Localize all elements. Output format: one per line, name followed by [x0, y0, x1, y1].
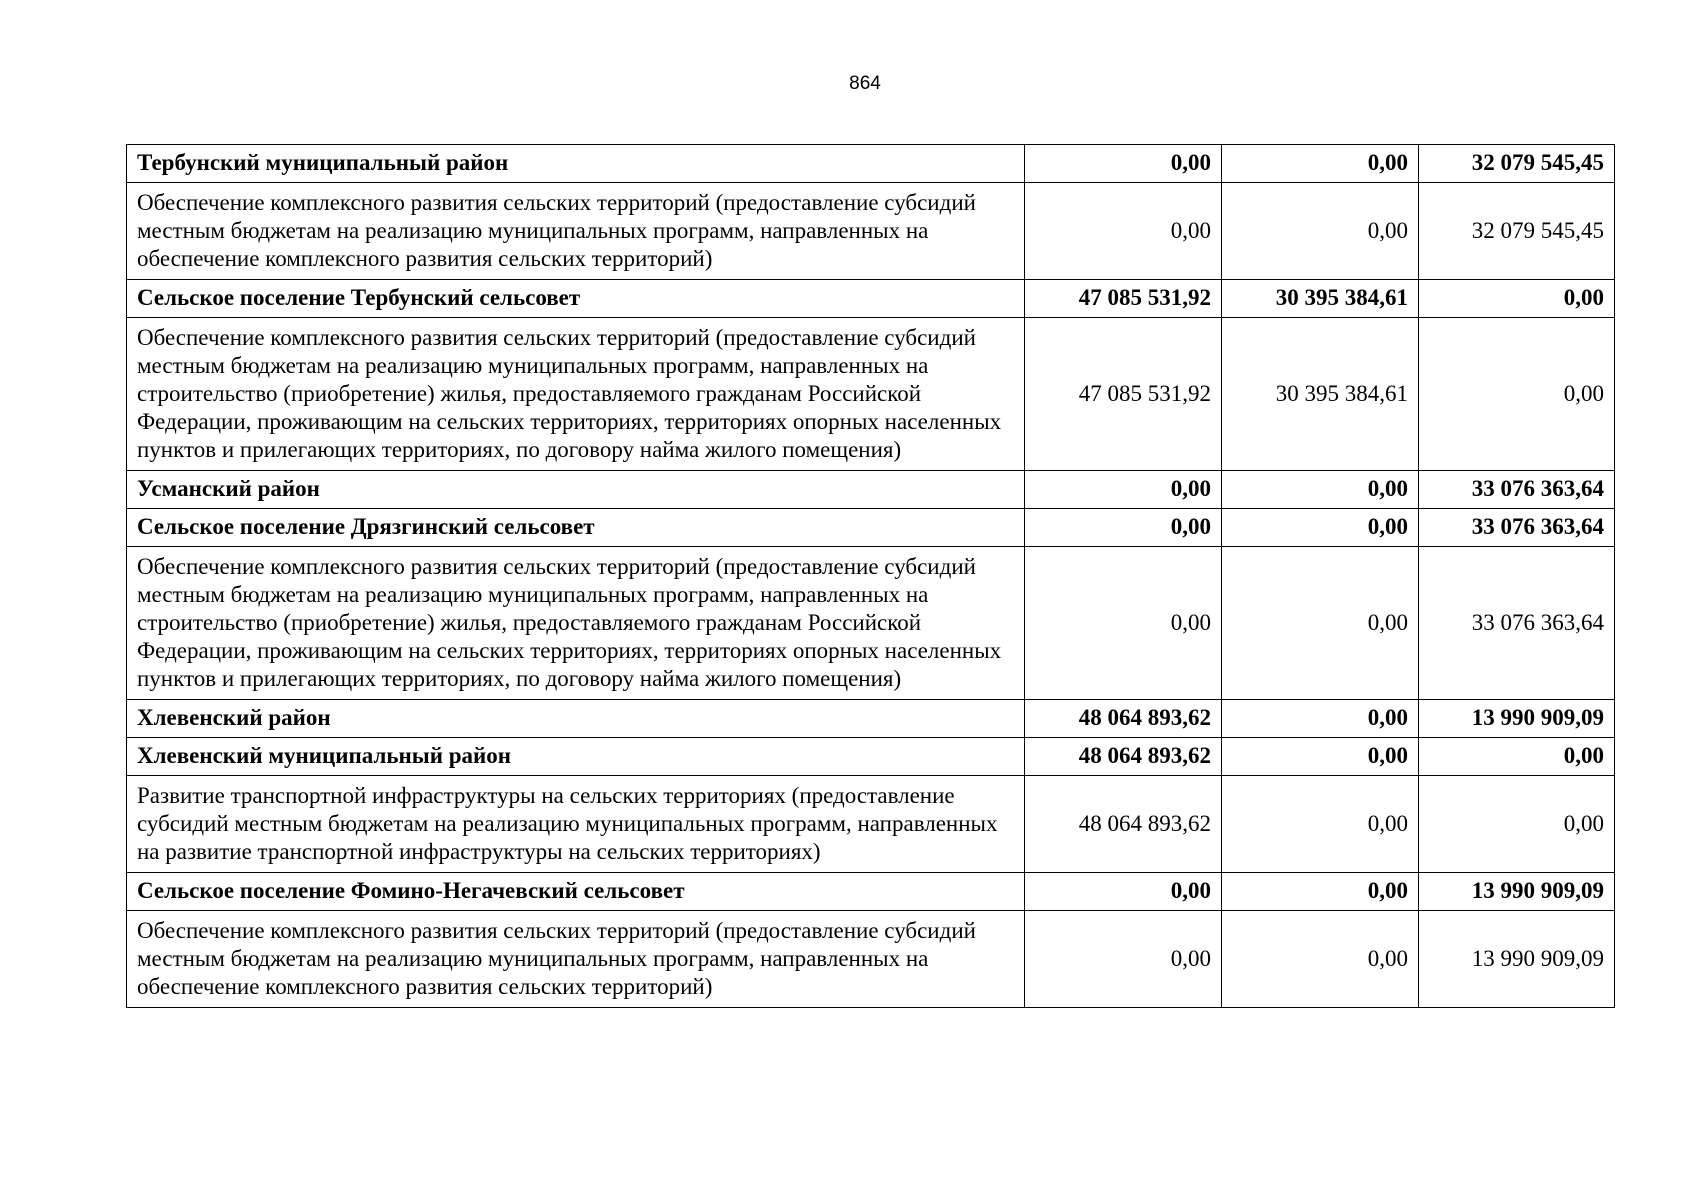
row-name-cell: Сельское поселение Фомино-Негачевский сельсовет — [127, 873, 1025, 911]
row-name-cell: Обеспечение комплексного развития сельских территорий (предоставление субсидий местным бюджетам на реализацию муниципальных программ, направленных на обеспечение комплексного развития сельских территорий) — [127, 911, 1025, 1008]
row-value-2-cell: 0,00 — [1222, 509, 1419, 547]
row-value-3-cell: 13 990 909,09 — [1419, 911, 1615, 1008]
row-value-1-cell: 0,00 — [1025, 873, 1222, 911]
row-value-3-cell: 33 076 363,64 — [1419, 471, 1615, 509]
row-value-1-cell: 0,00 — [1025, 145, 1222, 183]
row-name-cell: Хлевенский муниципальный район — [127, 738, 1025, 776]
budget-table — [126, 144, 1615, 1008]
row-value-3-cell: 32 079 545,45 — [1419, 183, 1615, 280]
row-value-2-cell: 30 395 384,61 — [1222, 280, 1419, 318]
row-value-1-cell: 47 085 531,92 — [1025, 318, 1222, 471]
table-row-group — [127, 738, 1615, 776]
row-name-cell: Хлевенский район — [127, 700, 1025, 738]
row-name-cell: Обеспечение комплексного развития сельских территорий (предоставление субсидий местным бюджетам на реализацию муниципальных программ, направленных на строительство (приобретение) жилья, предоставляемого гражданам Российской Федерации, проживающим на сельских территориях, территориях опорных населенных пунктов и прилегающих территориях, по договору найма жилого помещения) — [127, 318, 1025, 471]
row-value-3-cell: 0,00 — [1419, 318, 1615, 471]
row-value-2-cell: 0,00 — [1222, 700, 1419, 738]
row-name-cell: Обеспечение комплексного развития сельских территорий (предоставление субсидий местным бюджетам на реализацию муниципальных программ, направленных на обеспечение комплексного развития сельских территорий) — [127, 183, 1025, 280]
row-value-3-cell: 13 990 909,09 — [1419, 700, 1615, 738]
row-name-cell: Усманский район — [127, 471, 1025, 509]
row-value-2-cell: 0,00 — [1222, 776, 1419, 873]
row-value-2-cell: 0,00 — [1222, 547, 1419, 700]
table-row-group — [127, 509, 1615, 547]
table-row-group — [127, 145, 1615, 183]
page-number: 864 — [849, 73, 881, 94]
row-value-3-cell: 32 079 545,45 — [1419, 145, 1615, 183]
row-value-1-cell: 48 064 893,62 — [1025, 738, 1222, 776]
table-row-group — [127, 471, 1615, 509]
row-value-2-cell: 0,00 — [1222, 471, 1419, 509]
row-value-1-cell: 0,00 — [1025, 183, 1222, 280]
row-value-3-cell: 0,00 — [1419, 280, 1615, 318]
row-name-cell: Обеспечение комплексного развития сельских территорий (предоставление субсидий местным бюджетам на реализацию муниципальных программ, направленных на строительство (приобретение) жилья, предоставляемого гражданам Российской Федерации, проживающим на сельских территориях, территориях опорных населенных пунктов и прилегающих территориях, по договору найма жилого помещения) — [127, 547, 1025, 700]
table-row — [127, 547, 1615, 700]
row-value-1-cell: 47 085 531,92 — [1025, 280, 1222, 318]
table-row-group — [127, 873, 1615, 911]
row-value-1-cell: 0,00 — [1025, 471, 1222, 509]
row-value-2-cell: 0,00 — [1222, 145, 1419, 183]
row-value-3-cell: 33 076 363,64 — [1419, 547, 1615, 700]
budget-table-body — [127, 145, 1615, 1008]
row-name-cell: Сельское поселение Тербунский сельсовет — [127, 280, 1025, 318]
row-value-3-cell: 13 990 909,09 — [1419, 873, 1615, 911]
row-value-3-cell: 0,00 — [1419, 776, 1615, 873]
row-value-1-cell: 0,00 — [1025, 547, 1222, 700]
row-name-cell: Развитие транспортной инфраструктуры на сельских территориях (предоставление субсидий местным бюджетам на реализацию муниципальных программ, направленных на развитие транспортной инфраструктуры на сельских территориях) — [127, 776, 1025, 873]
row-value-3-cell: 33 076 363,64 — [1419, 509, 1615, 547]
table-row-group — [127, 700, 1615, 738]
row-value-2-cell: 30 395 384,61 — [1222, 318, 1419, 471]
row-value-2-cell: 0,00 — [1222, 738, 1419, 776]
row-name-cell: Тербунский муниципальный район — [127, 145, 1025, 183]
table-row — [127, 911, 1615, 1008]
table-row-group — [127, 280, 1615, 318]
row-value-3-cell: 0,00 — [1419, 738, 1615, 776]
row-value-1-cell: 48 064 893,62 — [1025, 700, 1222, 738]
row-name-cell: Сельское поселение Дрязгинский сельсовет — [127, 509, 1025, 547]
table-row — [127, 776, 1615, 873]
row-value-2-cell: 0,00 — [1222, 873, 1419, 911]
row-value-1-cell: 48 064 893,62 — [1025, 776, 1222, 873]
table-row — [127, 183, 1615, 280]
row-value-2-cell: 0,00 — [1222, 911, 1419, 1008]
row-value-1-cell: 0,00 — [1025, 509, 1222, 547]
row-value-2-cell: 0,00 — [1222, 183, 1419, 280]
row-value-1-cell: 0,00 — [1025, 911, 1222, 1008]
table-row — [127, 318, 1615, 471]
